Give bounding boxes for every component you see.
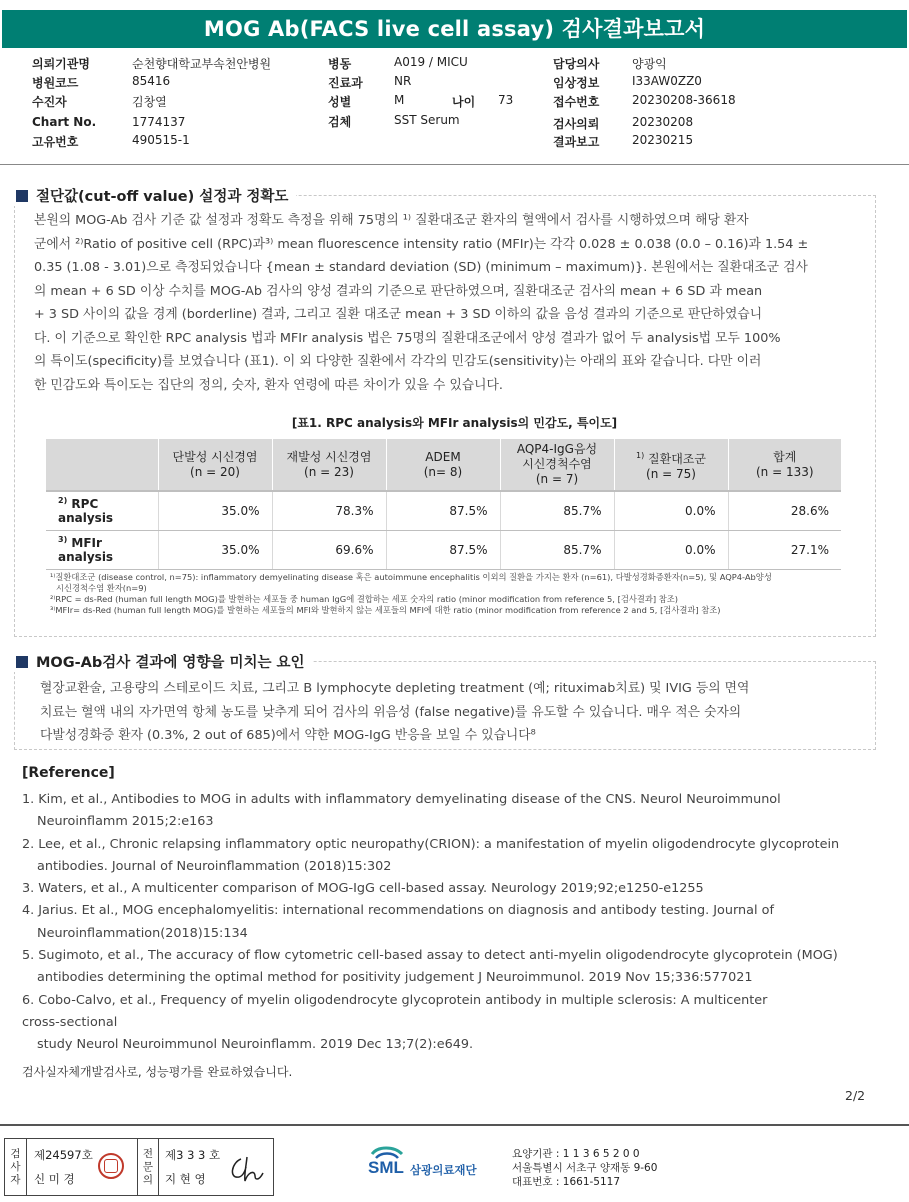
table-caption: [표1. RPC analysis와 MFIr analysis의 민감도, 특이도] xyxy=(291,416,618,430)
section2-heading xyxy=(14,651,313,672)
table-cell: 27.1% xyxy=(728,530,841,569)
section1-heading-text: 절단값(cut-off value) 설정과 정확도 xyxy=(36,189,289,205)
footer-divider xyxy=(0,1124,909,1126)
label-receipt-no: 접수번호 xyxy=(553,95,600,109)
value-report-date: 20230215 xyxy=(632,133,694,147)
section1-heading xyxy=(14,185,296,206)
reviewer-license: 제3 3 3 호 xyxy=(165,1148,221,1162)
value-hospital-code: 85416 xyxy=(132,74,171,88)
value-patient: 김창열 xyxy=(132,95,167,109)
section1-line: 본원의 MOG-Ab 검사 기준 값 설정과 정확도 측정을 위해 75명의 ¹⁾ 질환대조군 환자의 혈액에서 검사를 시행하였으며 해당 환자 xyxy=(34,213,749,228)
reviewer-label: 전 문 의 xyxy=(137,1139,159,1195)
value-ward: A019 / MICU xyxy=(394,55,468,69)
table-row xyxy=(46,491,841,530)
table-cell: 0.0% xyxy=(614,530,728,569)
value-age: 73 xyxy=(498,93,514,107)
value-clinical-info: I33AW0ZZ0 xyxy=(632,74,702,88)
column-header: $^{1)}$ 질환대조군 (n = 75) xyxy=(614,439,728,491)
seal-stamp-icon xyxy=(98,1153,124,1179)
square-bullet-icon xyxy=(16,656,28,668)
section2-line: 다발성경화증 환자 (0.3%, 2 out of 685)에서 약한 MOG-IgG 반응을 보일 수 있습니다⁸ xyxy=(40,728,536,743)
value-request-date: 20230208 xyxy=(632,115,694,129)
row-header: $^{3)}$ MFIr analysis xyxy=(46,530,158,569)
table-cell: 0.0% xyxy=(614,491,728,530)
section1-body xyxy=(34,209,862,397)
table-cell: 85.7% xyxy=(500,530,614,569)
value-receipt-no: 20230208-36618 xyxy=(632,93,736,107)
label-specimen: 검체 xyxy=(328,115,352,129)
reference-title: [Reference] xyxy=(22,765,115,781)
section1-line: + 3 SD 사이의 값을 경계 (borderline) 결과, 그리고 질환 대조군 mean + 3 SD 이하의 값을 음성 결과의 기준으로 판단하였습니 xyxy=(34,307,763,322)
value-department: NR xyxy=(394,74,412,88)
table-cell: 87.5% xyxy=(386,530,500,569)
reference-item: 6. Cobo-Calvo, et al., Frequency of myelin oligodendrocyte glycoprotein antibody in multiple sclerosis: A multicenter cross-sectional study Neurol Neuroimmunol Neuroinflamm. 2019 Dec 13;7(2):e649. xyxy=(22,992,768,1053)
section2-line: 혈장교환술, 고용량의 스테로이드 치료, 그리고 B lymphocyte depleting treatment (예; rituximab치료) 및 IVIG 등의 면역 xyxy=(40,681,750,696)
header-divider xyxy=(0,164,909,165)
section1-line: 의 mean + 6 SD 이상 수치를 MOG-Ab 검사의 양성 결과의 기준으로 판단하였으며, 질환대조군 검사의 mean + 6 SD 과 mean xyxy=(34,283,763,299)
label-unique-id: 고유번호 xyxy=(32,135,79,149)
section1-line: 다. 이 기준으로 확인한 RPC analysis 법과 MFIr analysis 법은 75명의 질환대조군에서 양성 결과가 없어 두 analysis법 모두 100% xyxy=(34,330,781,346)
label-request-date: 검사의뢰 xyxy=(553,117,600,131)
reference-item: 2. Lee, et al., Chronic relapsing inflammatory optic neuropathy(CRION): a manifestation of myelin oligodendrocyte glycoprotein antibodies. Journal of Neuroinflammation (2018)15:302 xyxy=(22,836,840,874)
value-doctor: 양광익 xyxy=(632,57,667,71)
column-header: ADEM (n= 8) xyxy=(386,439,500,491)
column-header: 재발성 시신경염 (n = 23) xyxy=(272,439,386,491)
label-doctor: 담당의사 xyxy=(553,57,600,71)
patient-info xyxy=(32,55,892,149)
label-hospital-code: 병원코드 xyxy=(32,76,79,90)
validation-note: 검사실자체개발검사로, 성능평가를 완료하였습니다. xyxy=(22,1065,293,1079)
section2-heading-text: MOG-Ab검사 결과에 영향을 미치는 요인 xyxy=(36,655,305,671)
page-number: 2/2 xyxy=(845,1088,866,1103)
label-age: 나이 xyxy=(452,95,476,109)
org-info xyxy=(512,1147,657,1189)
table-footnotes xyxy=(50,572,850,616)
label-chart-no: Chart No. xyxy=(32,115,97,129)
label-institution: 의뢰기관명 xyxy=(32,57,90,71)
footnote: ³⁾MFIr= ds-Red (human full length MOG)를 발현하는 세포들의 MFI와 발현하지 않는 세포들의 MFI에 대한 ratio (minor modification from reference 2 and 5, [검사결과] 참조) xyxy=(50,605,721,615)
square-bullet-icon xyxy=(16,190,28,202)
section1-line: 의 특이도(specificity)를 보였습니다 (표1). 이 외 다양한 질환에서 각각의 민감도(sensitivity)는 아래의 표와 같습니다. 다만 이러 xyxy=(34,354,762,369)
label-ward: 병동 xyxy=(328,57,352,71)
table-row xyxy=(46,530,841,569)
footnote: ¹⁾질환대조군 (disease control, n=75): inflammatory demyelinating disease 혹은 autoimmune encephalitis 이외의 질환을 가지는 환자 (n=61), 다발성경화증환자(n=5), 및 AQP4-Ab양성 xyxy=(50,572,772,582)
org-phone: 대표번호 : 1661-5117 xyxy=(512,1176,621,1188)
column-header: AQP4-IgG음성 시신경척수염 (n = 7) xyxy=(500,439,614,491)
section2-body xyxy=(40,677,860,748)
examiner-license: 제24597호 xyxy=(34,1148,93,1162)
reference-item: 3. Waters, et al., A multicenter comparison of MOG-IgG cell-based assay. Neurology 2019;92;e1250-e1255 xyxy=(22,881,704,897)
value-sex: M xyxy=(394,93,405,107)
org-address: 서울특별시 서초구 양재동 9-60 xyxy=(512,1162,658,1174)
label-patient: 수진자 xyxy=(32,95,67,109)
table-cell: 35.0% xyxy=(158,530,272,569)
reference-item: 4. Jarius. Et al., MOG encephalomyelitis: international recommendations on diagnosis and antibody testing. Journal of Neuroinflammation(2018)15:134 xyxy=(22,903,774,941)
org-name: 삼광의료재단 xyxy=(410,1163,477,1177)
examiner-label: 검 사 자 xyxy=(5,1139,27,1195)
report-title: MOG Ab(FACS live cell assay) 검사결과보고서 xyxy=(2,10,907,48)
reference-list xyxy=(22,789,882,1057)
label-sex: 성별 xyxy=(328,95,352,109)
label-report-date: 결과보고 xyxy=(553,135,600,149)
column-header: 단발성 시신경염 (n = 20) xyxy=(158,439,272,491)
examiner-name: 신 미 경 xyxy=(34,1172,75,1186)
table-cell: 87.5% xyxy=(386,491,500,530)
table-cell: 28.6% xyxy=(728,491,841,530)
reference-item: 1. Kim, et al., Antibodies to MOG in adults with inflammatory demyelinating disease of the CNS. Neurol Neuroimmunol Neuroinflamm 2015;2:e163 xyxy=(22,792,781,830)
reference-item: 5. Sugimoto, et al., The accuracy of flow cytometric cell-based assay to detect anti-myelin oligodendrocyte glycoprotein (MOG) antibodies determining the optimal method for positivity judgement J Neuroimmunol. 2019 Nov 15;336:577021 xyxy=(22,948,838,986)
org-code: 요양기관 : 1 1 3 6 5 2 0 0 xyxy=(512,1148,640,1160)
section1-line: 한 민감도와 특이도는 집단의 정의, 숫자, 환자 연령에 따른 차이가 있을 수 있습니다. xyxy=(34,377,503,393)
value-institution: 순천향대학교부속천안병원 xyxy=(132,57,272,71)
table-header-row xyxy=(46,439,841,491)
section1-line: 군에서 ²⁾Ratio of positive cell (RPC)과³⁾ mean fluorescence intensity ratio (MFIr)는 각각 0.028 ± 0.038 (0.0 – 0.16)과 1.54 ± xyxy=(34,236,809,252)
section1-line: 0.35 (1.08 - 3.01)으로 측정되었습니다 {mean ± standard deviation (SD) (minimum – maximum)}. 본원에서는 질환대조군 검사 xyxy=(34,260,808,275)
label-department: 진료과 xyxy=(328,76,363,90)
section2-line: 치료는 혈액 내의 자가면역 항체 농도를 낮추게 되어 검사의 위음성 (false negative)를 유도할 수 있습니다. 매우 적은 숫자의 xyxy=(40,704,742,720)
row-header: $^{2)}$ RPC analysis xyxy=(46,491,158,530)
org-logo xyxy=(368,1144,508,1184)
column-header: 합계 (n = 133) xyxy=(728,439,841,491)
value-chart-no: 1774137 xyxy=(132,115,186,129)
table-cell: 78.3% xyxy=(272,491,386,530)
sensitivity-table xyxy=(46,439,841,570)
handwritten-signature-icon xyxy=(227,1153,265,1185)
table-cell: 35.0% xyxy=(158,491,272,530)
signature-box xyxy=(4,1138,274,1196)
value-specimen: SST Serum xyxy=(394,113,460,127)
label-clinical-info: 임상정보 xyxy=(553,76,600,90)
value-unique-id: 490515-1 xyxy=(132,133,190,147)
table-corner-cell xyxy=(46,439,158,491)
table-cell: 69.6% xyxy=(272,530,386,569)
reviewer-name: 지 현 영 xyxy=(165,1172,206,1186)
footnote: 시신경척수염 환자(n=9) xyxy=(56,583,147,593)
logo-text: SML xyxy=(368,1158,404,1177)
footnote: ²⁾RPC = ds-Red (human full length MOG)를 발현하는 세포들 중 human IgG에 결합하는 세포 숫자의 ratio (minor modification from reference 5, [검사결과] 참조) xyxy=(50,594,679,604)
table-cell: 85.7% xyxy=(500,491,614,530)
